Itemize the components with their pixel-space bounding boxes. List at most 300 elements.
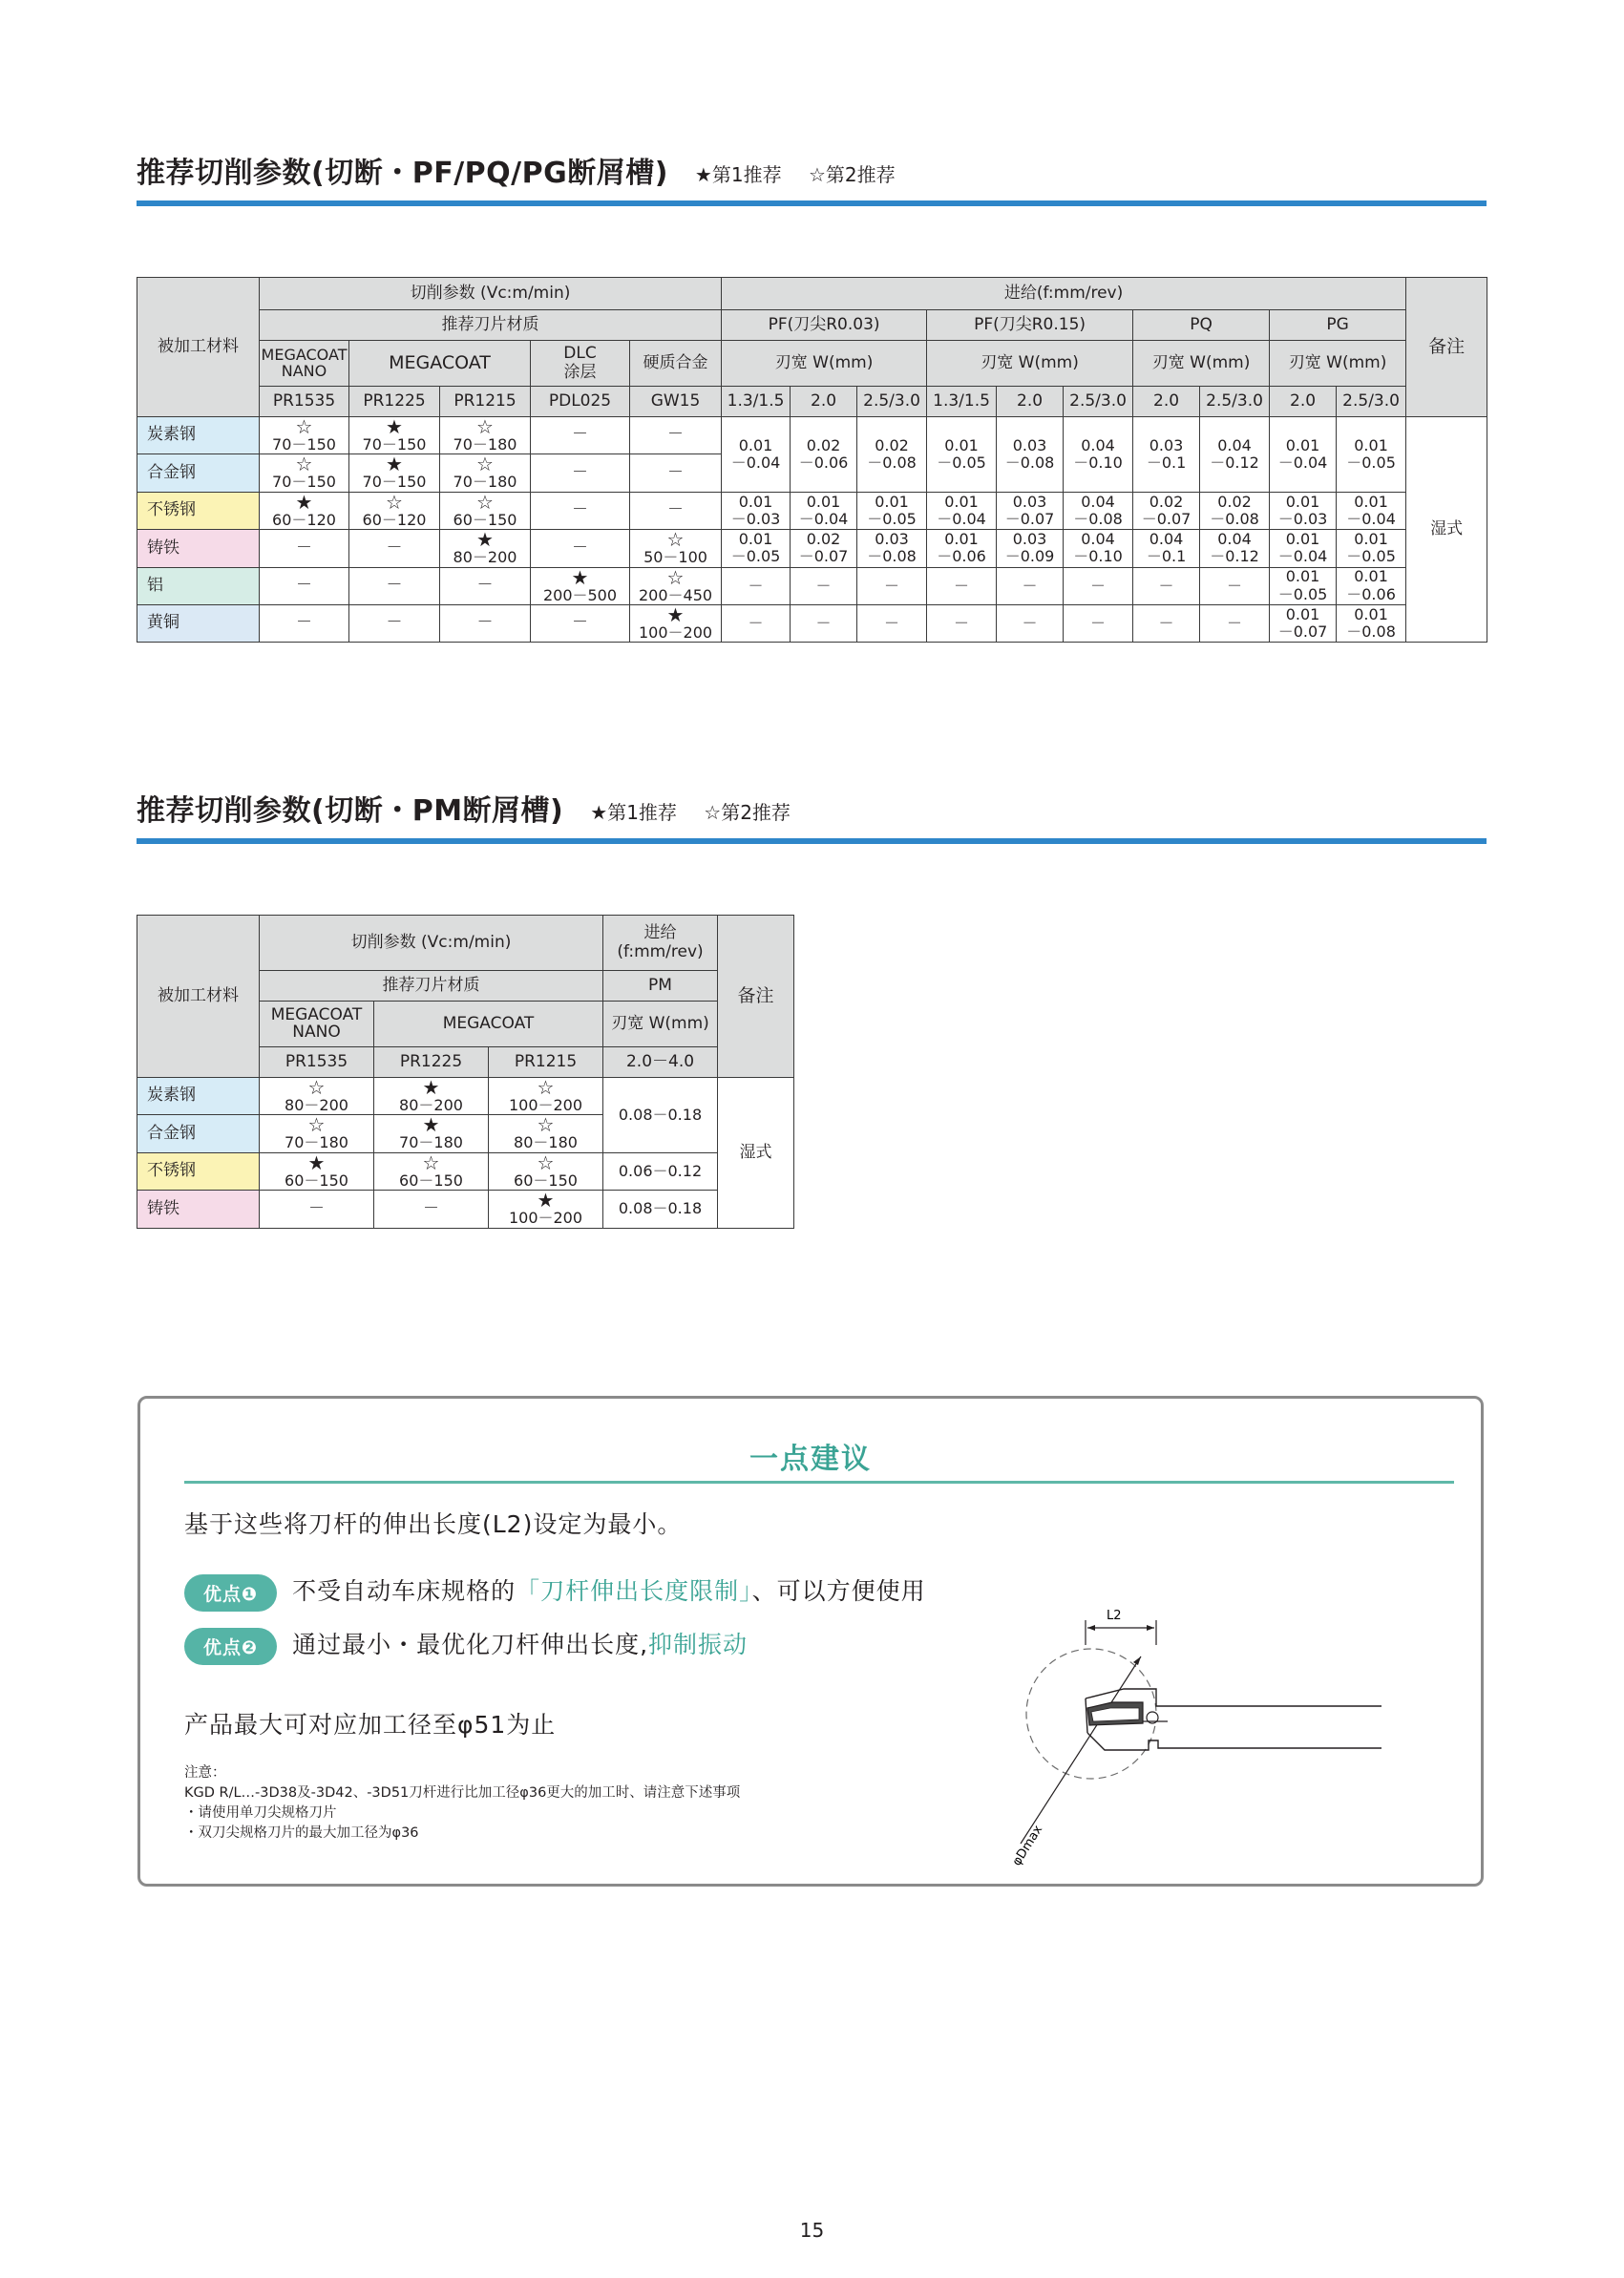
l2-label: L2 [1107,1609,1122,1623]
width-cell: 2.0 [1270,387,1337,417]
speed-range: 200－450 [638,585,713,604]
material-cell: 黄铜 [137,604,260,642]
feed-cell [1133,567,1200,604]
feed-cell [791,604,857,642]
feed-max: －0.1 [1146,547,1187,566]
width-cell: 2.0 [997,387,1064,417]
cutting-speed-cell [630,530,722,567]
feed-cell: 0.06－0.12 [603,1152,718,1190]
material-cell: 不锈钢 [137,1152,260,1190]
first-choice-star-icon: ★ [295,490,313,514]
advantage-2-highlight: 抑制振动 [648,1631,749,1658]
second-choice-star-icon: ☆ [476,415,494,438]
feed-max: －0.05 [1277,584,1328,603]
feed-min: 0.01 [1354,567,1388,586]
speed-range: 100－200 [508,1096,583,1114]
width-cell: 2.5/3.0 [1200,387,1270,417]
legend-second: ☆第2推荐 [808,163,896,186]
second-choice-star-icon: ☆ [537,1150,555,1174]
section1-heading [137,143,917,191]
cutting-speed-cell [440,604,531,642]
table-row [137,417,1487,454]
header-megacoat: MEGACOAT [349,341,531,387]
cutting-speed-cell [440,454,531,492]
feed-cell [791,492,857,529]
feed-cell [997,604,1064,642]
not-applicable-dash: － [1090,613,1107,632]
feed-max: －0.08 [1004,453,1055,472]
header-pq: PQ [1133,310,1270,341]
not-applicable-dash: － [386,575,403,595]
speed-range: 70－150 [362,435,427,453]
header-megacoat-nano: MEGACOAT NANO [260,1002,374,1047]
not-applicable-dash: － [815,576,832,595]
second-choice-star-icon: ☆ [666,565,685,589]
cutting-speed-cell [349,604,440,642]
feed-min: 0.01 [738,529,773,548]
cutting-speed-cell [630,454,722,492]
header-grade: 推荐刀片材质 [260,971,603,1002]
header-grade: 推荐刀片材质 [260,310,722,341]
feed-cell [857,530,927,567]
header-pm: PM [603,971,718,1002]
table-row [137,1191,794,1228]
second-choice-star-icon: ☆ [537,1113,555,1137]
feed-cell [1133,492,1200,529]
not-applicable-dash: － [1090,576,1107,595]
cutting-speed-cell [440,567,531,604]
speed-range: 50－100 [643,548,707,567]
feed-min: 0.01 [1354,435,1388,454]
not-applicable-dash: － [954,576,970,595]
not-applicable-dash: － [1158,613,1174,632]
feed-cell [1064,417,1133,493]
feed-min: 0.01 [806,492,841,511]
width-cell: 2.0 [1133,387,1200,417]
feed-max: －0.04 [1277,547,1328,566]
not-applicable-dash: － [423,1198,439,1218]
feed-max: －0.10 [1073,453,1123,472]
feed-min: 0.04 [1081,435,1115,454]
cutting-speed-cell [260,1152,374,1190]
header-material: 被加工材料 [137,278,260,417]
advantage-2-pill: 优点❷ [184,1628,277,1665]
cutting-speed-cell [260,1115,374,1152]
cutting-speed-cell [349,417,440,454]
first-choice-star-icon: ★ [386,415,403,438]
pf-pq-pg-table [137,277,1487,643]
feed-max: －0.06 [798,453,849,472]
feed-max: －0.05 [730,547,781,566]
feed-max: －0.08 [867,547,917,566]
advantage-1 [184,1572,926,1612]
not-applicable-dash: － [296,613,312,633]
feed-max: －0.08 [1210,509,1259,528]
speed-range: 80－180 [514,1133,578,1152]
grade-cell: PR1225 [349,387,440,417]
speed-range: 80－200 [285,1096,348,1114]
feed-cell [1200,417,1270,493]
header-feed-2: (f:mm/rev) [617,941,704,961]
header-pf003: PF(刀尖R0.03) [722,310,927,341]
feed-min: 0.02 [1217,492,1252,511]
feed-min: 0.03 [1149,435,1184,454]
not-applicable-dash: － [1158,576,1174,595]
speed-range: 60－150 [514,1171,578,1190]
feed-cell [927,530,997,567]
table-row [137,604,1487,642]
advice-line3: 产品最大可对应加工径至φ51为止 [184,1711,557,1739]
note-head: 注意： [184,1765,226,1781]
advice-box [137,1396,1484,1887]
feed-max: －0.04 [730,453,781,472]
feed-max: －0.03 [730,509,781,528]
header-pf015: PF(刀尖R0.15) [927,310,1133,341]
not-applicable-dash: － [748,576,764,595]
feed-cell [857,604,927,642]
grade-cell: PDL025 [531,387,630,417]
material-cell: 炭素钢 [137,1078,260,1115]
dmax-arrow [1133,1656,1141,1665]
cutting-speed-cell [531,417,630,454]
speed-range: 60－150 [453,510,517,529]
not-applicable-dash: － [572,462,588,482]
feed-max: －0.1 [1146,453,1187,472]
not-applicable-dash: － [1227,613,1243,632]
feed-cell [1270,417,1337,493]
first-choice-star-icon: ★ [476,528,494,552]
not-applicable-dash: － [667,500,685,520]
cutting-speed-cell [374,1078,489,1115]
cutting-speed-cell [630,417,722,454]
speed-range: 100－200 [508,1209,583,1228]
holder-front-edge [1086,1698,1087,1733]
cutting-speed-cell [489,1115,603,1152]
feed-max: －0.08 [1073,509,1123,528]
cutting-speed-cell [260,567,349,604]
feed-min: 0.01 [738,492,773,511]
header-remark: 备注 [718,916,794,1078]
first-choice-star-icon: ★ [666,602,685,626]
header-megacoat-nano: MEGACOAT NANO [260,341,349,387]
material-cell: 不锈钢 [137,492,260,529]
feed-cell [1200,567,1270,604]
cutting-speed-cell [260,1191,374,1228]
cutting-speed-cell [440,492,531,529]
width-cell: 2.5/3.0 [857,387,927,417]
feed-cell [927,417,997,493]
second-choice-star-icon: ☆ [295,453,313,476]
header-megacoat: MEGACOAT [374,1002,603,1047]
cutting-speed-cell [260,454,349,492]
feed-cell [722,567,791,604]
cutting-speed-cell [531,530,630,567]
second-choice-star-icon: ☆ [307,1113,326,1137]
note-line3: ・双刀尖规格刀片的最大加工径为φ36 [184,1825,419,1841]
feed-max: －0.07 [1277,622,1328,642]
header-pg: PG [1270,310,1406,341]
feed-max: －0.07 [1141,509,1192,528]
width-cell: 2.5/3.0 [1064,387,1133,417]
cutting-speed-cell [260,492,349,529]
feed-cell [927,492,997,529]
grade-cell: GW15 [630,387,722,417]
feed-max: －0.12 [1210,547,1259,566]
feed-cell [1064,492,1133,529]
note-line2: ・请使用单刀尖规格刀片 [184,1805,337,1821]
width-cell: 2.0 [791,387,857,417]
not-applicable-dash: － [1022,613,1038,632]
feed-min: 0.01 [1285,604,1320,623]
remark-wet: 湿式 [1406,417,1487,643]
cutting-speed-cell [440,417,531,454]
header-dlc-1: DLC [563,343,597,363]
feed-min: 0.01 [944,492,979,511]
speed-range: 60－150 [285,1171,348,1190]
feed-max: －0.07 [1004,509,1055,528]
not-applicable-dash: － [1227,576,1243,595]
remark-wet: 湿式 [718,1078,794,1229]
feed-cell [1270,530,1337,567]
grade-cell: PR1535 [260,387,349,417]
cutting-speed-cell [489,1152,603,1190]
advantage-1-highlight: 「刀杆伸出长度限制」 [516,1577,752,1605]
speed-range: 70－180 [453,473,517,492]
feed-max: －0.04 [1346,509,1396,528]
pm-table [137,915,794,1229]
legend-second: ☆第2推荐 [704,801,791,824]
feed-min: 0.01 [1354,604,1388,623]
header-remark: 备注 [1406,278,1487,417]
insert-highlight [1091,1708,1139,1721]
cutting-speed-cell [630,604,722,642]
cutting-speed-cell [489,1078,603,1115]
table-row [137,530,1487,567]
header-feed [603,916,718,971]
feed-min: 0.04 [1149,529,1184,548]
second-choice-star-icon: ☆ [537,1076,555,1099]
not-applicable-dash: － [296,538,312,558]
speed-range: 70－150 [272,473,336,492]
feed-cell [1337,417,1406,493]
not-applicable-dash: － [476,575,494,595]
not-applicable-dash: － [815,613,832,632]
not-applicable-dash: － [296,575,312,595]
feed-max: －0.04 [937,509,986,528]
advantage-1-pill: 优点❶ [184,1574,277,1612]
material-cell: 合金钢 [137,1115,260,1152]
material-cell: 铝 [137,567,260,604]
feed-max: －0.05 [867,509,917,528]
feed-cell [997,492,1064,529]
grade-cell: PR1215 [440,387,531,417]
feed-cell [1270,604,1337,642]
feed-cell [997,417,1064,493]
material-cell: 炭素钢 [137,417,260,454]
feed-max: －0.05 [1346,547,1396,566]
feed-min: 0.01 [875,492,909,511]
cutting-speed-cell [260,530,349,567]
not-applicable-dash: － [572,425,588,445]
advantage-1-text-b: 、可以方便使用 [751,1577,926,1605]
feed-max: －0.06 [1346,584,1396,603]
feed-cell [791,567,857,604]
feed-min: 0.02 [1149,492,1184,511]
cutting-speed-cell [531,604,630,642]
feed-max: －0.09 [1004,547,1055,566]
advantage-2 [184,1626,748,1665]
feed-min: 0.03 [1012,529,1047,548]
dmax-label: φDmax [1009,1823,1046,1869]
cutting-speed-cell [531,567,630,604]
speed-range: 70－180 [399,1133,463,1152]
speed-range: 70－180 [453,435,517,453]
feed-max: －0.07 [798,547,849,566]
feed-min: 0.01 [1354,529,1388,548]
material-cell: 合金钢 [137,454,260,492]
feed-min: 0.03 [1012,435,1047,454]
feed-cell [997,567,1064,604]
advice-note [184,1763,740,1844]
feed-cell [1133,417,1200,493]
feed-max: －0.12 [1210,453,1259,472]
not-applicable-dash: － [667,425,685,445]
header-width-pg: 刃宽 W(mm) [1270,341,1406,387]
section2-title: 推荐切削参数(切断・PM断屑槽) [137,794,564,828]
advantage-2-text-a: 通过最小・最优化刀杆伸出长度, [292,1631,649,1658]
material-cell: 铸铁 [137,530,260,567]
cutting-speed-cell [349,454,440,492]
page-number: 15 [799,2219,825,2242]
feed-min: 0.01 [1285,567,1320,586]
feed-cell [1133,604,1200,642]
header-width-pq: 刃宽 W(mm) [1133,341,1270,387]
feed-min: 0.01 [1354,492,1388,511]
section1-legend [695,159,917,187]
not-applicable-dash: － [572,613,588,633]
grade-cell: PR1215 [489,1047,603,1078]
speed-range: 60－120 [272,510,336,529]
feed-min: 0.04 [1217,529,1252,548]
table-row [137,1152,794,1190]
feed-cell [791,417,857,493]
first-choice-star-icon: ★ [537,1189,555,1213]
first-choice-star-icon: ★ [571,565,589,589]
feed-max: －0.10 [1073,547,1123,566]
advice-title: 一点建议 [749,1443,872,1476]
header-dlc-2: 涂层 [563,362,597,382]
feed-cell [927,604,997,642]
feed-cell [857,492,927,529]
table-row [137,1078,794,1115]
feed-cell [1064,530,1133,567]
second-choice-star-icon: ☆ [386,490,403,514]
table-row [137,492,1487,529]
feed-max: －0.06 [937,547,986,566]
feed-cell [857,417,927,493]
cutting-speed-cell [374,1115,489,1152]
speed-range: 70－150 [272,435,336,453]
legend-first: ★第1推荐 [590,801,677,824]
width-range: 2.0－4.0 [603,1047,718,1078]
feed-min: 0.01 [1285,435,1320,454]
width-cell: 1.3/1.5 [722,387,791,417]
cutting-speed-cell [440,530,531,567]
feed-cell [1337,530,1406,567]
feed-cell [1200,492,1270,529]
material-cell: 铸铁 [137,1191,260,1228]
speed-range: 70－150 [362,473,427,492]
holder-overhang-diagram [1000,1607,1458,1874]
second-choice-star-icon: ☆ [422,1150,440,1174]
second-choice-star-icon: ☆ [295,415,313,438]
width-cell: 2.5/3.0 [1337,387,1406,417]
feed-min: 0.01 [738,435,773,454]
cutting-speed-cell [260,1078,374,1115]
header-width-pf003: 刃宽 W(mm) [722,341,927,387]
cutting-speed-cell [374,1152,489,1190]
header-dlc [531,341,630,387]
feed-min: 0.01 [944,435,979,454]
feed-max: －0.05 [937,453,986,472]
feed-min: 0.03 [875,529,909,548]
header-width-pf015: 刃宽 W(mm) [927,341,1133,387]
feed-min: 0.04 [1081,492,1115,511]
not-applicable-dash: － [308,1198,325,1218]
feed-max: －0.08 [1346,622,1396,642]
second-choice-star-icon: ☆ [476,490,494,514]
feed-min: 0.04 [1081,529,1115,548]
feed-cell [1270,567,1337,604]
feed-cell [857,567,927,604]
feed-cell: 0.08－0.18 [603,1078,718,1153]
not-applicable-dash: － [572,538,588,558]
section2-legend [590,797,812,825]
grade-cell: PR1535 [260,1047,374,1078]
feed-min: 0.02 [875,435,909,454]
feed-cell [722,604,791,642]
feed-min: 0.01 [944,529,979,548]
header-material: 被加工材料 [137,916,260,1078]
feed-cell [722,530,791,567]
advice-rule [184,1481,1454,1484]
feed-cell [997,530,1064,567]
legend-first: ★第1推荐 [694,163,782,186]
feed-cell: 0.08－0.18 [603,1191,718,1228]
first-choice-star-icon: ★ [386,453,403,476]
width-cell: 1.3/1.5 [927,387,997,417]
not-applicable-dash: － [386,613,403,633]
header-feed: 进给(f:mm/rev) [722,278,1406,310]
cutting-speed-cell [531,454,630,492]
speed-range: 60－120 [362,510,427,529]
table-row [137,567,1487,604]
feed-cell [1133,530,1200,567]
first-choice-star-icon: ★ [422,1076,440,1099]
feed-cell [1064,567,1133,604]
feed-min: 0.01 [1285,492,1320,511]
speed-range: 100－200 [638,622,713,642]
section2-heading [137,781,812,829]
second-choice-star-icon: ☆ [666,528,685,552]
not-applicable-dash: － [954,613,970,632]
cutting-speed-cell [349,492,440,529]
second-choice-star-icon: ☆ [307,1076,326,1099]
feed-min: 0.01 [1285,529,1320,548]
cutting-speed-cell [630,492,722,529]
feed-min: 0.03 [1012,492,1047,511]
not-applicable-dash: － [884,613,900,632]
